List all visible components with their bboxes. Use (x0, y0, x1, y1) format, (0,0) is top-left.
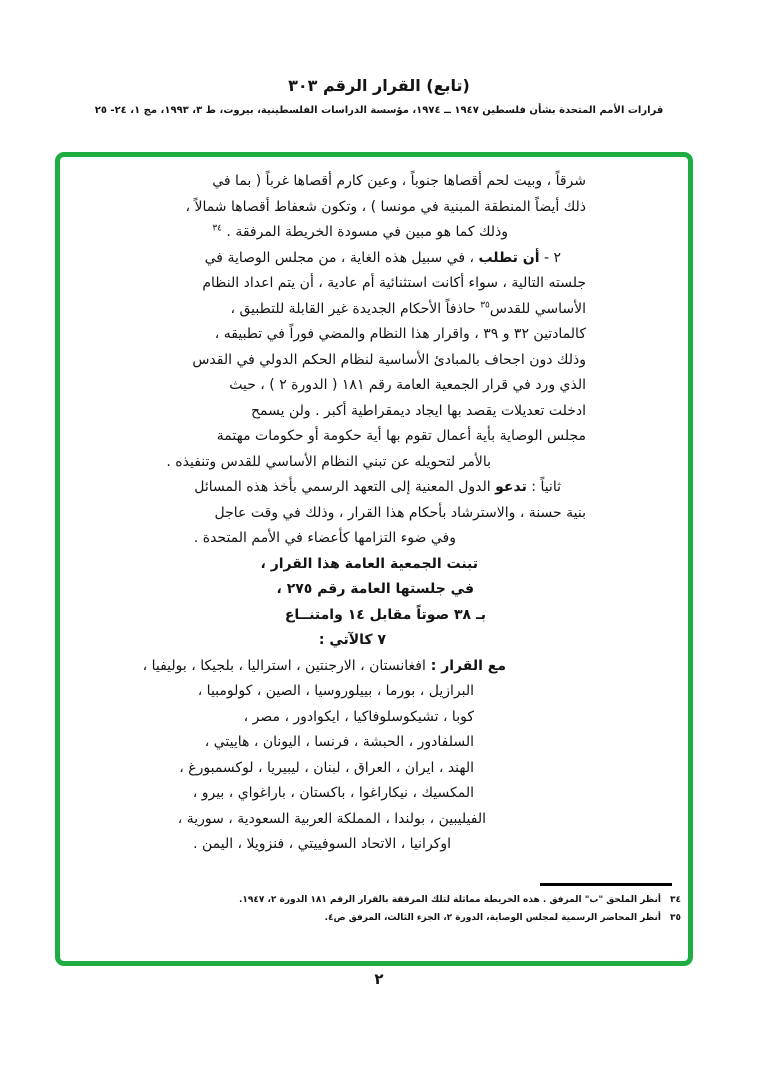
text-line: تبنت الجمعية العامة هذا القرار ، (260, 555, 478, 572)
paragraph-clause-thanian (166, 475, 586, 552)
text-line: مجلس الوصاية بأية أعمال تقوم بها أية حكومة أو حكومات مهتمة (216, 428, 586, 444)
text-line: الأساسي للقدس$^{٣٥}$ حاذفاً الأحكام الجديدة غير القابلة للتطبيق ، (230, 299, 586, 317)
text-line: الفيليبين ، بولندا ، المملكة العربية السعودية ، سورية ، (177, 810, 486, 827)
source-citation-line: قرارات الأمم المتحدة بشأن فلسطين ١٩٤٧ ــ ١٩٧٤، مؤسسة الدراسات الفلسطينية، بيروت، ط ٣، ١٩٩٣، مج ١، ٢٤- ٢٥ (94, 105, 664, 116)
text-line: ٧ كالآتي : (318, 632, 386, 648)
text-line: السلفادور ، الحبشة ، فرنسا ، اليونان ، هاييتي ، (204, 734, 474, 750)
text-line: ٢ - أن تطلب ، في سبيل هذه الغاية ، من مجلس الوصاية في (204, 249, 561, 266)
adoption-statement (166, 552, 586, 654)
paragraph-continuation (166, 169, 586, 246)
text-line: ثانياً : تدعو الدول المعنية إلى التعهد الرسمي بأخذ هذه المسائل (194, 479, 561, 495)
footnote (70, 910, 681, 928)
footnote-separator (540, 883, 672, 886)
text-line: الذي ورد في قرار الجمعية العامة رقم ١٨١ ( الدورة ٢ ) ، حيث (229, 377, 586, 393)
text-line: وفي ضوء التزامها كأعضاء في الأمم المتحدة . (193, 530, 456, 546)
text-line: جلسته التالية ، سواء أكانت استثنائية أم عادية ، أن يتم اعداد النظام (202, 275, 586, 291)
document-frame (55, 152, 693, 966)
page-title: (تابع) القرار الرقم ٣٠٣ (288, 76, 470, 95)
text-line: بـ ٣٨ صوتاً مقابل ١٤ وامتنــاع (284, 606, 486, 623)
text-line: المكسيك ، نيكاراغوا ، باكستان ، باراغواي ، بيرو ، (192, 785, 474, 801)
footnotes (70, 892, 681, 927)
text-line: ذلك أيضاً المنطقة المبنية في مونسا ) ، وتكون شعفاط أقصاها شمالاً ، (185, 198, 586, 215)
document-text (142, 169, 586, 858)
text-line: البرازيل ، بورما ، بييلوروسيا ، الصين ، كولومبيا ، (197, 683, 474, 699)
page-number: ٢ (374, 970, 384, 988)
footnote-reference: ٣٥ (480, 299, 490, 310)
text-line: وذلك دون اجحاف بالمبادئ الأساسية لنظام الحكم الدولي في القدس (192, 351, 586, 368)
footnote-number: ٣٥ (670, 912, 681, 923)
text-line: بنية حسنة ، والاسترشاد بأحكام هذا القرار ، وذلك في وقت عاجل (214, 504, 586, 521)
text-line: الهند ، ايران ، العراق ، لبنان ، ليبيريا ، لوكسمبورغ ، (179, 759, 474, 776)
paragraph-clause-2 (166, 246, 586, 476)
votes-for-list (142, 654, 586, 858)
text-line: في جلستها العامة رقم ٢٧٥ ، (276, 581, 474, 597)
text-line: ادخلت تعديلات يقصد بها ايجاد ديمقراطية أكبر . ولن يسمح (251, 402, 586, 419)
text-line: كالمادتين ٣٢ و ٣٩ ، واقرار هذا النظام والمضي فوراً في تطبيقه ، (214, 326, 586, 342)
text-line: كوبا ، تشيكوسلوفاكيا ، ايكوادور ، مصر ، (243, 708, 474, 725)
text-line: اوكرانيا ، الاتحاد السوفييتي ، فنزويلا ، اليمن . (193, 836, 451, 852)
footnote (70, 892, 681, 910)
footnote-reference: ٣٤ (212, 223, 222, 234)
text-line: بالأمر لتحويله عن تبني النظام الأساسي للقدس وتنفيذه . (166, 453, 491, 470)
footnote-text: أنظر الملحق "ب" المرفق . هذه الخريطة مماثلة لتلك المرفقة بالقرار الرقم ١٨١ الدورة ٢، ١٩٤٧. (238, 895, 661, 905)
footnote-text: أنظر المحاضر الرسمية لمجلس الوصاية، الدورة ٢، الجزء الثالث، المرفق ص٤. (324, 912, 661, 923)
text-line: شرقاً ، وبيت لحم أقصاها جنوباً ، وعين كارم أقصاها غرباً ( بما في (212, 173, 586, 189)
footnote-number: ٣٤ (670, 895, 681, 905)
text-line: وذلك كما هو مبين في مسودة الخريطة المرفقة . $^{٣٤}$ (212, 223, 508, 240)
text-line: مع القرار : افغانستان ، الارجنتين ، استراليا ، بلجيكا ، بوليفيا ، (142, 657, 506, 674)
